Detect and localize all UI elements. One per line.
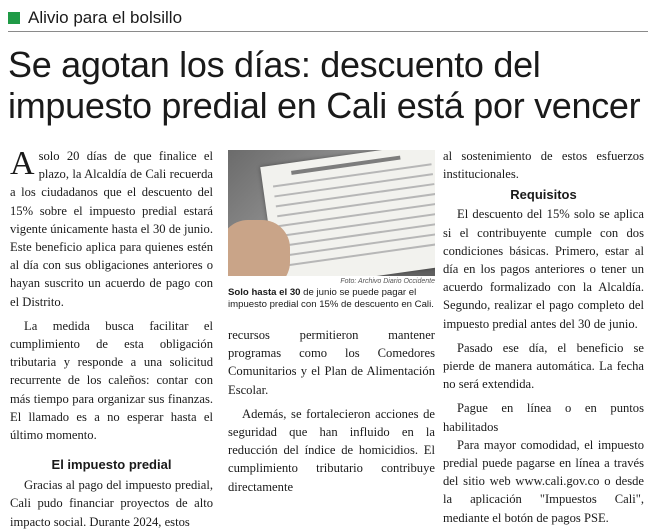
headline-line-1: Se agotan los días: descuento del bbox=[8, 44, 541, 85]
article-column-1 bbox=[10, 147, 213, 531]
paragraph: al sostenimiento de estos esfuerzos institucionales. bbox=[443, 149, 644, 182]
paragraph: Pague en línea o en puntos habilitados bbox=[443, 401, 644, 434]
drop-cap: A bbox=[10, 145, 35, 182]
section-label: Alivio para el bolsillo bbox=[28, 8, 183, 27]
caption-text: de junio se puede pagar el impuesto predial con 15% de descuento en Cali. bbox=[228, 287, 434, 311]
section-square-icon bbox=[8, 12, 20, 24]
paragraph: Para mayor comodidad, el impuesto predial puede pagarse en línea a través del sitio web www.cali.gov.co o desde la aplicación "Impuestos Cali", mediante el botón de pagos PSE. bbox=[443, 437, 644, 525]
photo-caption bbox=[228, 287, 435, 311]
article-photo bbox=[228, 150, 435, 276]
section-divider bbox=[8, 31, 648, 32]
lead-paragraph bbox=[10, 147, 213, 311]
subheading: Requisitos bbox=[510, 187, 577, 203]
article-column-3 bbox=[443, 147, 644, 527]
hand-image bbox=[228, 220, 290, 276]
paragraph: Además, se fortalecieron acciones de seguridad que han influido en la reducción del índice de homicidios. El cumplimiento tributario contribuye directamente bbox=[228, 406, 435, 494]
paragraph: Gracias al pago del impuesto predial, Cali pudo financiar proyectos de alto impacto social. Durante 2024, estos bbox=[10, 478, 213, 529]
subheading: El impuesto predial bbox=[51, 457, 172, 473]
paragraph: recursos permitieron mantener programas como los Comedores Comunitarios y el Plan de Alimentación Escolar. bbox=[228, 328, 435, 397]
paragraph: La medida busca facilitar el cumplimiento de esta obligación tributaria y responde a una solicitud recurrente de los caleños: contar con más tiempo para organizar sus finanzas. El llamado es a no esperar hasta el último momento. bbox=[10, 318, 213, 443]
article-column-2 bbox=[228, 326, 435, 496]
paragraph: El descuento del 15% solo se aplica si el contribuyente cumple con dos condiciones básicas. Primero, estar al día en los pagos anteriores o tener un acuerdo formalizado con la Alcaldía. Segundo, realizar el pago completo del impuesto predial antes del 30 de junio. bbox=[443, 207, 644, 331]
headline bbox=[8, 44, 648, 126]
headline-line-2: impuesto predial en Cali está por vencer bbox=[8, 85, 641, 126]
paragraph: Pasado ese día, el beneficio se pierde de manera automática. La fecha no será extendida. bbox=[443, 340, 644, 392]
lead-paragraph-text: solo 20 días de que finalice el plazo, la Alcaldía de Cali recuerda a los ciudadanos que el descuento del 15% sobre el impuesto predial estará vigente únicamente hasta el 30 de junio. Este beneficio aplica para quienes estén al día con sus obligaciones anteriores o hayan suscrito un acuerdo de pago con el Distrito. bbox=[10, 149, 213, 309]
caption-bold: Solo hasta el 30 bbox=[228, 287, 301, 298]
photo-credit: Foto: Archivo Diario Occidente bbox=[340, 278, 435, 285]
section-header bbox=[8, 8, 182, 28]
